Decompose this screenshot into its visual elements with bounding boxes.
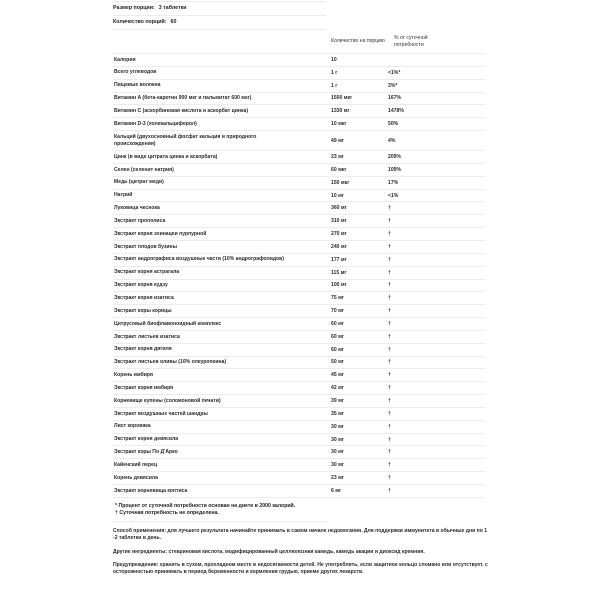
nutrient-daily-value: † [388,282,391,289]
nutrient-daily-value: 17% [388,179,399,186]
serving-count-label: Количество порций: [113,19,167,25]
nutrient-daily-value: † [388,449,391,456]
table-row [113,164,485,177]
warnings-text: Предупреждения: хранить в сухом, прохладном месте в недосягаемости детей. Не употреблять, если защитное кольцо сломано или отсутствует. с осторожностью принимать в период беременности и кормления грудью, приеме других лекарств. [113,562,488,576]
nutrient-name: Кальций (двухосновный фосфат кальция и природного происхождения) [114,133,257,147]
nutrient-name: Цинк (в виде цитрата цинка и аскорбата) [114,153,218,160]
nutrient-amount: 10 мкг [331,121,347,128]
table-row [113,280,485,293]
table-row [113,177,485,190]
header-amount: Количество на порцию [331,38,385,45]
nutrient-name: Кайенский перец [114,461,158,468]
nutrient-name: Экстракт воздушных частей шандры [114,410,208,417]
serving-count-value: 60 [170,19,177,25]
supplement-facts [113,0,488,577]
nutrient-amount: 360 мг [331,205,347,212]
nutrient-daily-value: † [388,320,391,327]
table-row [113,267,485,280]
nutrient-amount: 60 мкг [331,166,347,173]
table-row [113,434,485,447]
nutrient-name: Экстракт корня имбиря [114,384,174,391]
nutrient-daily-value: 209% [388,153,402,160]
nutrient-daily-value: † [388,231,391,238]
nutrient-name: Экстракт корня дягиля [114,346,172,353]
nutrient-amount: 177 мг [331,256,347,263]
nutrient-rows [113,54,485,498]
nutrient-amount: 240 мг [331,243,347,250]
nutrient-daily-value: † [388,333,391,340]
table-row [113,151,485,164]
nutrient-daily-value: † [388,205,391,212]
nutrient-amount: 60 мг [331,320,344,327]
nutrient-amount: 30 мг [331,436,344,443]
table-row [113,305,485,318]
nutrient-daily-value: † [388,475,391,482]
table-row [113,202,485,215]
nutrient-amount: 35 мг [331,410,344,417]
nutrient-daily-value: † [388,346,391,353]
nutrient-amount: 30 мг [331,462,344,469]
nutrient-daily-value: † [388,308,391,315]
nutrient-name: Экстракт плодов бузины [114,243,177,250]
nutrient-daily-value: † [388,462,391,469]
table-row [113,190,485,203]
table-row [113,395,485,408]
nutrient-name: Корень девясила [114,474,158,481]
table-row [113,446,485,459]
table-row [113,228,485,241]
nutrient-daily-value: † [388,385,391,392]
table-row [113,369,485,382]
table-row [113,67,485,80]
nutrient-name: Экстракт коры По Д'Арко [114,449,178,456]
table-row [113,421,485,434]
nutrient-daily-value: 3%* [388,82,398,89]
serving-size-label: Размер порции: [113,5,155,11]
table-row [113,241,485,254]
nutrient-amount: 39 мг [331,398,344,405]
nutrient-name: Витамин C (аскорбиновая кислота и аскорбат цинка) [114,108,249,114]
nutrient-daily-value: † [388,295,391,302]
nutrient-name: Экстракт корня изатиса [114,294,174,301]
nutrient-amount: 49 мг [331,137,344,144]
nutrient-amount: 45 мг [331,372,344,379]
nutrient-name: Калории [114,56,136,63]
nutrient-daily-value: † [388,398,391,405]
nutrient-amount: 70 мг [331,308,344,315]
table-row [113,131,485,151]
nutrient-daily-value: 109% [388,166,402,173]
nutrient-name: Всего углеводов [114,69,157,76]
nutrient-daily-value: 50% [388,121,399,128]
nutrient-name: Экстракт прополиса [114,217,166,224]
nutrient-name: Экстракт андрографиса воздушные части (10% андрографолидов) [114,256,285,263]
nutrient-name: Луковица чеснока [114,205,160,212]
table-row [113,105,485,118]
nutrient-daily-value: 1478% [388,108,404,115]
nutrient-daily-value: † [388,256,391,263]
nutrient-amount: 100 мг [331,282,347,289]
nutrient-amount: 60 мг [331,346,344,353]
nutrient-amount: 115 мг [331,269,347,276]
nutrient-name: Корень имбиря [114,372,153,379]
nutrient-name: Медь (цитрат меди) [114,179,164,186]
nutrient-daily-value: † [388,372,391,379]
table-row [113,459,485,472]
nutrient-amount: 23 мг [331,153,344,160]
nutrient-daily-value: † [388,436,391,443]
nutrient-name: Экстракт коры корицы [114,307,172,314]
nutrient-name: Экстракт корневища коптиса [114,487,188,494]
table-row [113,215,485,228]
nutrient-name: Витамин A (бета-каротин 900 мкг и пальмитат 600 мкг) [114,95,252,102]
table-row [113,472,485,485]
nutrient-daily-value: † [388,487,391,494]
table-row [113,485,485,498]
nutrient-amount: 60 мг [331,333,344,340]
nutrient-name: Экстракт корня эхинацеи пурпурной [114,230,207,237]
nutrient-daily-value: † [388,423,391,430]
nutrient-name: Корневище купены (соломоновой печати) [114,397,221,404]
serving-count-row [113,16,326,30]
table-row [113,344,485,357]
nutrient-daily-value: † [388,269,391,276]
nutrient-amount: 1 г [331,82,338,89]
nutrient-daily-value: <1% [388,192,399,199]
nutrient-name: Пищевые волокна [114,82,161,89]
nutrient-name: Экстракт корня кудзу [114,282,168,289]
footnote-daily-value: * Процент от суточной потребности основан на диете в 2000 калорий. [115,502,296,509]
footnote-not-established: † Суточная потребность не определена. [115,509,219,516]
table-row [113,93,485,106]
nutrient-amount: 10 [331,56,337,63]
nutrient-amount: 30 мг [331,423,344,430]
table-row [113,331,485,344]
table-header [113,30,485,54]
table-row [113,318,485,331]
usage-text: Способ применения: для лучшего результата начинайте принимать в самом начале недомогания. Для поддержки иммунитета в обычные дни по 1 -2 таблетки в день. [113,527,488,542]
nutrient-amount: 1500 мкг [331,95,353,102]
table-row [113,408,485,421]
nutrient-daily-value: † [388,410,391,417]
table-row [113,292,485,305]
footnotes [113,498,328,522]
table-row [113,80,485,93]
nutrient-amount: 50 мг [331,359,344,366]
nutrient-name: Экстракт листьев оливы (10% олеуропеина) [114,359,227,366]
nutrient-amount: 42 мг [331,385,344,392]
nutrient-name: Селен (селенит натрия) [114,166,174,173]
nutrient-daily-value: 4% [388,137,396,144]
table-row [113,54,485,67]
nutrient-name: Экстракт корня астрагала [114,269,180,276]
table-row [113,118,485,131]
nutrient-daily-value: † [388,243,391,250]
nutrient-daily-value: † [388,359,391,366]
nutrient-name: Витамин D-3 (холекальциферол) [114,120,197,127]
nutrient-amount: 1330 мг [331,108,350,115]
nutrient-amount: 23 мг [331,475,344,482]
table-row [113,254,485,267]
table-row [113,382,485,395]
nutrient-amount: 6 мг [331,487,342,494]
nutrient-daily-value: <1%* [388,69,401,76]
nutrient-name: Экстракт корня девясила [114,436,179,443]
nutrient-daily-value: † [388,218,391,225]
header-daily-value: % от суточной потребности [394,34,428,48]
nutrient-name: Натрий [114,192,133,199]
nutrient-name: Цитрусовый биофлавоноидный комплекс [114,320,222,327]
serving-size-value: 3 таблетки [158,5,187,11]
table-row [113,357,485,370]
nutrient-name: Экстракт листьев изатиса [114,333,180,340]
nutrient-name: Лист коровяка [114,423,151,430]
nutrient-daily-value: 167% [388,95,402,102]
nutrient-amount: 10 мг [331,192,344,199]
nutrient-amount: 310 мг [331,218,347,225]
nutrient-amount: 1 г [331,69,338,76]
other-ingredients-text: Другие ингредиенты: стеариновая кислота, модифицированный целлюлозная камедь, камедь акации и диоксид кремния. [113,548,425,555]
nutrient-amount: 270 мг [331,231,347,238]
nutrient-amount: 30 мг [331,449,344,456]
serving-size-row [113,1,326,16]
nutrient-amount: 75 мг [331,295,344,302]
nutrient-amount: 150 мкг [331,179,350,186]
